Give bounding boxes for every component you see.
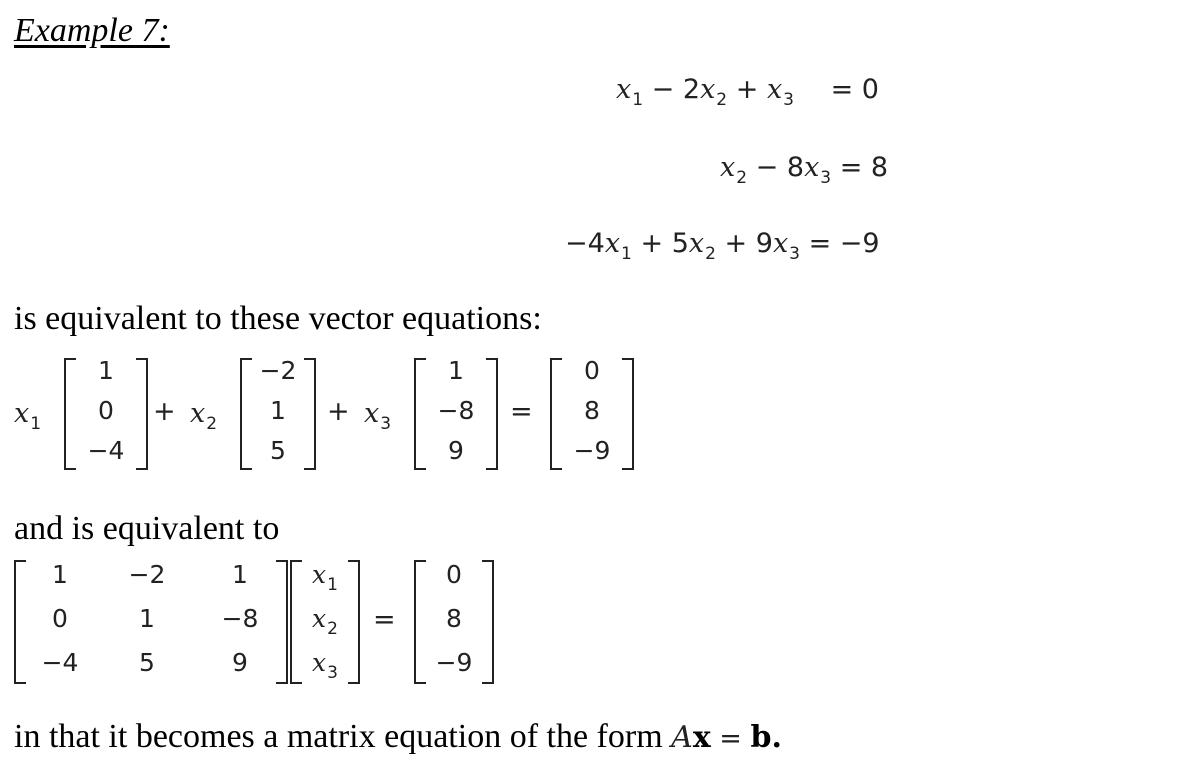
matrix-symbol-a: A <box>671 720 693 755</box>
vector-column-2-entry: 5 <box>270 436 286 465</box>
conclusion-text <box>14 718 782 756</box>
period: . <box>771 720 782 755</box>
vector-column-3-entry: −8 <box>437 396 475 425</box>
conclusion-prefix: in that it becomes a matrix equation of the form <box>14 718 672 755</box>
variable-vector <box>290 560 360 684</box>
constant-vector <box>414 560 494 684</box>
constant-entry: 8 <box>446 604 462 633</box>
vector-coef-2: $x_2$ <box>190 398 218 434</box>
vector-column-1-entry: 1 <box>98 356 114 385</box>
variable-entry: $x_2$ <box>312 604 338 639</box>
system-equation-1: $x_1 - 2x_2 + x_3 = 0$ <box>616 74 879 110</box>
equals-sign: = <box>510 396 533 427</box>
matrix-entry: −2 <box>128 560 166 589</box>
vector-column-2-entry: 1 <box>270 396 286 425</box>
constant-entry: 0 <box>446 560 462 589</box>
matrix-entry: −4 <box>41 648 79 677</box>
matrix-entry: 1 <box>139 604 155 633</box>
vector-equation-intro: is equivalent to these vector equations: <box>14 300 542 337</box>
vector-column-2-entry: −2 <box>259 356 297 385</box>
vector-column-1 <box>64 358 148 470</box>
example-heading: Example 7: <box>14 12 170 49</box>
matrix-entry: 1 <box>232 560 248 589</box>
matrix-entry: 0 <box>52 604 68 633</box>
vector-symbol-b: b <box>750 720 772 755</box>
vector-column-3-entry: 9 <box>448 436 464 465</box>
vector-rhs-entry: −9 <box>573 436 611 465</box>
vector-column-1-entry: 0 <box>98 396 114 425</box>
vector-rhs-entry: 0 <box>584 356 600 385</box>
constant-entry: −9 <box>435 648 473 677</box>
vector-column-3-entry: 1 <box>448 356 464 385</box>
equals-sign: = <box>373 604 396 635</box>
system-equation-3: $-4x_1 + 5x_2 + 9x_3 = -9$ <box>565 228 880 264</box>
vector-rhs <box>550 358 634 470</box>
vector-coef-3: $x_3$ <box>364 398 392 434</box>
matrix-entry: 9 <box>232 648 248 677</box>
matrix-entry: 5 <box>139 648 155 677</box>
plus-sign: + <box>153 396 176 427</box>
variable-entry: $x_3$ <box>312 648 338 683</box>
equals-sign: = <box>710 723 751 754</box>
coefficient-matrix <box>14 560 288 684</box>
vector-column-3 <box>414 358 498 470</box>
matrix-entry: 1 <box>52 560 68 589</box>
vector-rhs-entry: 8 <box>584 396 600 425</box>
system-equation-2: $x_2 - 8x_3 = 8$ <box>720 152 889 188</box>
vector-coef-1: $x_1$ <box>14 398 42 434</box>
variable-entry: $x_1$ <box>312 560 338 595</box>
vector-column-1-entry: −4 <box>87 436 125 465</box>
plus-sign: + <box>327 396 350 427</box>
matrix-equation-intro: and is equivalent to <box>14 510 280 547</box>
matrix-entry: −8 <box>221 604 259 633</box>
vector-symbol-x: x <box>692 720 711 755</box>
vector-column-2 <box>240 358 316 470</box>
